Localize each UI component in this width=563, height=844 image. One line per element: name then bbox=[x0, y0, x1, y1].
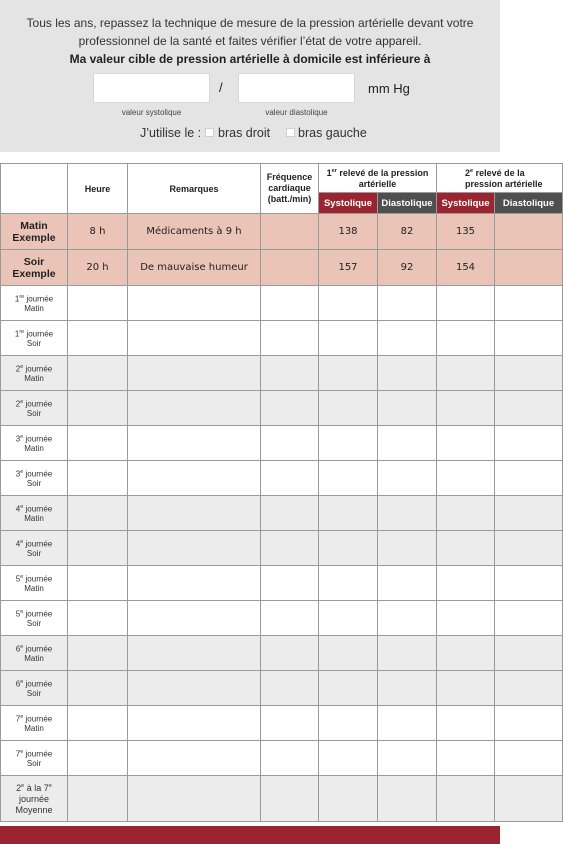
diastolic1-header: Diastolique bbox=[378, 193, 437, 214]
remarques-cell[interactable] bbox=[128, 286, 261, 321]
heure-cell[interactable] bbox=[68, 286, 128, 321]
day-row bbox=[1, 391, 563, 426]
frequence-cell[interactable] bbox=[261, 671, 319, 706]
diastolic1-cell[interactable] bbox=[378, 356, 437, 391]
example-row-label: Soir Exemple bbox=[1, 250, 68, 286]
diastolic2-cell[interactable] bbox=[495, 461, 563, 496]
diastolic2-cell[interactable] bbox=[495, 741, 563, 776]
diastolic2-cell[interactable] bbox=[495, 531, 563, 566]
frequence-cell[interactable] bbox=[261, 461, 319, 496]
remarques-cell[interactable] bbox=[128, 776, 261, 822]
heure-cell[interactable] bbox=[68, 566, 128, 601]
example-systolic2: 154 bbox=[437, 250, 495, 286]
frequence-header: Fréquence cardiaque (batt./min) bbox=[261, 164, 319, 214]
systolic2-cell[interactable] bbox=[437, 636, 495, 671]
bottom-bar bbox=[0, 826, 500, 844]
systolic2-cell[interactable] bbox=[437, 566, 495, 601]
day-row bbox=[1, 321, 563, 356]
diastolic1-cell[interactable] bbox=[378, 391, 437, 426]
diastolic1-cell[interactable] bbox=[378, 286, 437, 321]
blood-pressure-log-table bbox=[0, 163, 563, 822]
diastolic1-cell[interactable] bbox=[378, 426, 437, 461]
diastolic2-cell[interactable] bbox=[495, 776, 563, 822]
diastolic-caption: valeur diastolique bbox=[265, 108, 328, 117]
frequence-cell[interactable] bbox=[261, 741, 319, 776]
day-row-label: 5e journée Matin bbox=[1, 566, 68, 601]
example-heure: 8 h bbox=[68, 214, 128, 250]
heure-cell[interactable] bbox=[68, 391, 128, 426]
day-row bbox=[1, 741, 563, 776]
example-systolic2: 135 bbox=[437, 214, 495, 250]
frequence-cell[interactable] bbox=[261, 321, 319, 356]
remarques-cell[interactable] bbox=[128, 741, 261, 776]
systolic-target-field[interactable] bbox=[93, 73, 210, 103]
frequence-cell[interactable] bbox=[261, 636, 319, 671]
heure-cell[interactable] bbox=[68, 601, 128, 636]
day-row-label: 5e journée Soir bbox=[1, 601, 68, 636]
day-row-label: 7e journée Matin bbox=[1, 706, 68, 741]
remarques-cell[interactable] bbox=[128, 356, 261, 391]
diastolic2-cell[interactable] bbox=[495, 426, 563, 461]
heure-cell[interactable] bbox=[68, 461, 128, 496]
day-row-label: 2e journée Matin bbox=[1, 356, 68, 391]
systolic2-cell[interactable] bbox=[437, 321, 495, 356]
diastolic1-cell[interactable] bbox=[378, 321, 437, 356]
systolic1-cell[interactable] bbox=[319, 531, 378, 566]
diastolic2-cell[interactable] bbox=[495, 566, 563, 601]
remarques-cell[interactable] bbox=[128, 671, 261, 706]
systolic1-cell[interactable] bbox=[319, 496, 378, 531]
day-row bbox=[1, 566, 563, 601]
heure-header: Heure bbox=[68, 164, 128, 214]
day-row-label: 6e journée Matin bbox=[1, 636, 68, 671]
day-row bbox=[1, 356, 563, 391]
systolic2-cell[interactable] bbox=[437, 706, 495, 741]
systolic-caption: valeur systolique bbox=[121, 108, 182, 117]
day-row-label: 7e journée Soir bbox=[1, 741, 68, 776]
day-row bbox=[1, 601, 563, 636]
heure-cell[interactable] bbox=[68, 426, 128, 461]
left-arm-checkbox[interactable] bbox=[286, 128, 295, 137]
systolic2-cell[interactable] bbox=[437, 356, 495, 391]
right-arm-checkbox[interactable] bbox=[205, 128, 214, 137]
diastolic2-cell[interactable] bbox=[495, 706, 563, 741]
systolic1-cell[interactable] bbox=[319, 426, 378, 461]
reading1-header: 1er relevé de la pression artérielle bbox=[319, 164, 437, 193]
remarques-cell[interactable] bbox=[128, 426, 261, 461]
day-row-label: 1re journée Soir bbox=[1, 321, 68, 356]
heure-cell[interactable] bbox=[68, 321, 128, 356]
arm-label: J’utilise le : bbox=[140, 126, 202, 140]
day-row-label: 2e journée Soir bbox=[1, 391, 68, 426]
diastolic1-cell[interactable] bbox=[378, 671, 437, 706]
remarques-header: Remarques bbox=[128, 164, 261, 214]
example-row-label: Matin Exemple bbox=[1, 214, 68, 250]
right-arm-label: bras droit bbox=[218, 126, 271, 140]
diastolic1-cell[interactable] bbox=[378, 531, 437, 566]
remarques-cell[interactable] bbox=[128, 706, 261, 741]
systolic1-cell[interactable] bbox=[319, 776, 378, 822]
unit-label: mm Hg bbox=[368, 81, 410, 96]
remarques-cell[interactable] bbox=[128, 461, 261, 496]
example-row-morning bbox=[1, 214, 563, 250]
example-diastolic1: 82 bbox=[378, 214, 437, 250]
heure-cell[interactable] bbox=[68, 706, 128, 741]
remarques-cell[interactable] bbox=[128, 391, 261, 426]
remarques-cell[interactable] bbox=[128, 496, 261, 531]
diastolic1-cell[interactable] bbox=[378, 776, 437, 822]
heure-cell[interactable] bbox=[68, 531, 128, 566]
systolic1-cell[interactable] bbox=[319, 391, 378, 426]
frequence-cell[interactable] bbox=[261, 286, 319, 321]
diastolic2-header: Diastolique bbox=[495, 193, 563, 214]
diastolic2-cell[interactable] bbox=[495, 601, 563, 636]
value-separator: / bbox=[219, 80, 223, 95]
remarques-cell[interactable] bbox=[128, 636, 261, 671]
systolic1-cell[interactable] bbox=[319, 601, 378, 636]
day-row bbox=[1, 286, 563, 321]
systolic2-cell[interactable] bbox=[437, 286, 495, 321]
diastolic1-cell[interactable] bbox=[378, 601, 437, 636]
day-row-label: 6e journée Soir bbox=[1, 671, 68, 706]
systolic2-cell[interactable] bbox=[437, 601, 495, 636]
heure-cell[interactable] bbox=[68, 741, 128, 776]
systolic1-cell[interactable] bbox=[319, 321, 378, 356]
day-row bbox=[1, 671, 563, 706]
left-arm-label: bras gauche bbox=[298, 126, 367, 140]
frequence-cell[interactable] bbox=[261, 391, 319, 426]
frequence-cell[interactable] bbox=[261, 531, 319, 566]
average-row bbox=[1, 776, 563, 822]
systolic2-cell[interactable] bbox=[437, 426, 495, 461]
average-row-label: 2e à la 7e journée Moyenne bbox=[1, 776, 68, 822]
diastolic2-cell[interactable] bbox=[495, 636, 563, 671]
heure-cell[interactable] bbox=[68, 671, 128, 706]
heure-cell[interactable] bbox=[68, 776, 128, 822]
systolic2-cell[interactable] bbox=[437, 741, 495, 776]
day-row bbox=[1, 531, 563, 566]
example-remarque: Médicaments à 9 h bbox=[128, 214, 261, 250]
day-row bbox=[1, 496, 563, 531]
example-heure: 20 h bbox=[68, 250, 128, 286]
frequence-cell[interactable] bbox=[261, 776, 319, 822]
example-remarque: De mauvaise humeur bbox=[128, 250, 261, 286]
systolic1-cell[interactable] bbox=[319, 566, 378, 601]
frequence-cell[interactable] bbox=[261, 496, 319, 531]
diastolic1-cell[interactable] bbox=[378, 461, 437, 496]
diastolic-target-field[interactable] bbox=[238, 73, 355, 103]
day-row bbox=[1, 461, 563, 496]
diastolic1-cell[interactable] bbox=[378, 566, 437, 601]
remarques-cell[interactable] bbox=[128, 531, 261, 566]
systolic1-cell[interactable] bbox=[319, 286, 378, 321]
systolic1-cell[interactable] bbox=[319, 356, 378, 391]
heure-cell[interactable] bbox=[68, 636, 128, 671]
instructions-panel bbox=[0, 0, 500, 152]
example-frequence bbox=[261, 214, 319, 250]
example-diastolic2 bbox=[495, 214, 563, 250]
frequence-cell[interactable] bbox=[261, 706, 319, 741]
example-diastolic1: 92 bbox=[378, 250, 437, 286]
heure-cell[interactable] bbox=[68, 496, 128, 531]
remarques-cell[interactable] bbox=[128, 321, 261, 356]
day-row-label: 4e journée Matin bbox=[1, 496, 68, 531]
example-systolic1: 157 bbox=[319, 250, 378, 286]
example-frequence bbox=[261, 250, 319, 286]
diastolic2-cell[interactable] bbox=[495, 391, 563, 426]
day-row-label: 3e journée Matin bbox=[1, 426, 68, 461]
day-row-label: 1re journée Matin bbox=[1, 286, 68, 321]
systolic1-header: Systolique bbox=[319, 193, 378, 214]
remarques-cell[interactable] bbox=[128, 566, 261, 601]
day-row-label: 4e journée Soir bbox=[1, 531, 68, 566]
systolic2-cell[interactable] bbox=[437, 496, 495, 531]
diastolic1-cell[interactable] bbox=[378, 706, 437, 741]
diastolic2-cell[interactable] bbox=[495, 496, 563, 531]
systolic2-cell[interactable] bbox=[437, 776, 495, 822]
reading2-header: 2e relevé de la pression artérielle bbox=[437, 164, 563, 193]
systolic2-header: Systolique bbox=[437, 193, 495, 214]
frequence-cell[interactable] bbox=[261, 426, 319, 461]
systolic2-cell[interactable] bbox=[437, 531, 495, 566]
systolic1-cell[interactable] bbox=[319, 636, 378, 671]
frequence-cell[interactable] bbox=[261, 356, 319, 391]
day-row bbox=[1, 636, 563, 671]
systolic1-cell[interactable] bbox=[319, 706, 378, 741]
diastolic1-cell[interactable] bbox=[378, 496, 437, 531]
systolic2-cell[interactable] bbox=[437, 391, 495, 426]
diastolic1-cell[interactable] bbox=[378, 636, 437, 671]
day-row bbox=[1, 426, 563, 461]
diastolic2-cell[interactable] bbox=[495, 671, 563, 706]
diastolic2-cell[interactable] bbox=[495, 321, 563, 356]
systolic1-cell[interactable] bbox=[319, 461, 378, 496]
example-diastolic2 bbox=[495, 250, 563, 286]
day-row bbox=[1, 706, 563, 741]
systolic1-cell[interactable] bbox=[319, 741, 378, 776]
heure-cell[interactable] bbox=[68, 356, 128, 391]
remarques-cell[interactable] bbox=[128, 601, 261, 636]
diastolic2-cell[interactable] bbox=[495, 286, 563, 321]
target-label: Ma valeur cible de pression artérielle à domicile est inférieure à bbox=[69, 52, 431, 66]
intro-text: Tous les ans, repassez la technique de mesure de la pression artérielle devant votre professionnel de la santé et faites vérifier l’état de votre appareil. bbox=[26, 16, 474, 48]
example-row-evening bbox=[1, 250, 563, 286]
example-systolic1: 138 bbox=[319, 214, 378, 250]
row-label-header bbox=[1, 164, 68, 214]
day-row-label: 3e journée Soir bbox=[1, 461, 68, 496]
systolic2-cell[interactable] bbox=[437, 461, 495, 496]
diastolic1-cell[interactable] bbox=[378, 741, 437, 776]
frequence-cell[interactable] bbox=[261, 601, 319, 636]
diastolic2-cell[interactable] bbox=[495, 356, 563, 391]
systolic2-cell[interactable] bbox=[437, 671, 495, 706]
systolic1-cell[interactable] bbox=[319, 671, 378, 706]
frequence-cell[interactable] bbox=[261, 566, 319, 601]
